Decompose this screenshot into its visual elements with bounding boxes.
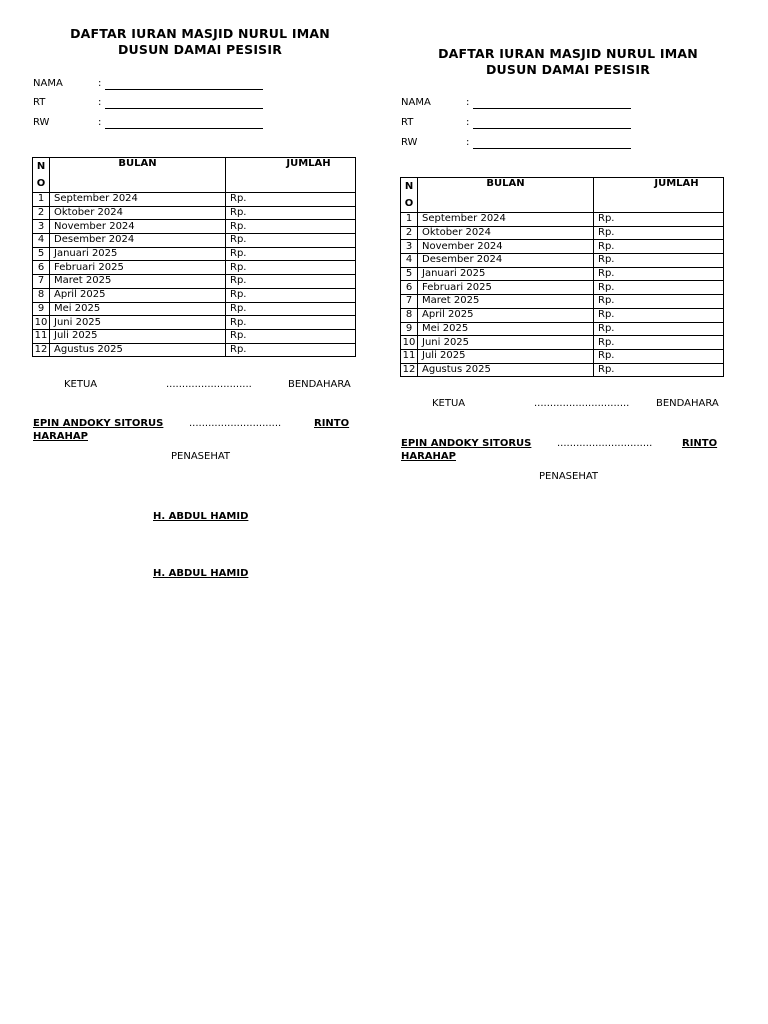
row-no: 1: [33, 193, 50, 207]
row-no: 4: [401, 254, 418, 268]
row-jumlah: Rp.: [594, 281, 724, 295]
row-jumlah: Rp.: [594, 295, 724, 309]
row-jumlah: Rp.: [226, 302, 356, 316]
row-bulan: Januari 2025: [50, 247, 226, 261]
ketua-name: EPIN ANDOKY SITORUS: [401, 438, 532, 449]
row-jumlah: Rp.: [226, 288, 356, 302]
rw-fill-line[interactable]: [105, 128, 263, 129]
row-bulan: Januari 2025: [418, 267, 594, 281]
rw-colon: :: [98, 117, 102, 128]
row-jumlah: Rp.: [594, 267, 724, 281]
rw-label: RW: [401, 137, 418, 148]
row-no: 3: [33, 220, 50, 234]
table-row: [401, 267, 724, 281]
title-line-1: DAFTAR IURAN MASJID NURUL IMAN: [438, 46, 698, 61]
row-jumlah: Rp.: [226, 234, 356, 248]
ketua-label: KETUA: [64, 379, 98, 390]
nama-label: NAMA: [401, 97, 431, 108]
nama-colon: :: [466, 97, 470, 108]
row-no: 3: [401, 240, 418, 254]
row-bulan: Mei 2025: [418, 322, 594, 336]
row-jumlah: Rp.: [226, 206, 356, 220]
row-jumlah: Rp.: [594, 336, 724, 350]
table-row: [401, 295, 724, 309]
penasehat-label: PENASEHAT: [171, 451, 231, 462]
ketua-name: EPIN ANDOKY SITORUS: [33, 418, 164, 429]
row-jumlah: Rp.: [226, 329, 356, 343]
row-no: 9: [401, 322, 418, 336]
row-no: 9: [33, 302, 50, 316]
row-bulan: Mei 2025: [50, 302, 226, 316]
rt-fill-line[interactable]: [105, 108, 263, 109]
table-row: [33, 329, 356, 343]
table-row: [33, 234, 356, 248]
table-row: [33, 275, 356, 289]
nama-fill-line[interactable]: [105, 89, 263, 90]
header-no: N O: [401, 178, 418, 213]
table-row: [401, 363, 724, 377]
row-jumlah: Rp.: [226, 247, 356, 261]
row-jumlah: Rp.: [594, 308, 724, 322]
row-no: 10: [33, 316, 50, 330]
iuran-table: [400, 177, 724, 377]
row-bulan: Maret 2025: [50, 275, 226, 289]
table-row: [33, 302, 356, 316]
signature-dots-top: ...........................: [166, 379, 252, 390]
row-no: 12: [33, 343, 50, 357]
table-row: [33, 288, 356, 302]
bendahara-name-part-1: RINTO: [682, 438, 718, 449]
row-jumlah: Rp.: [226, 343, 356, 357]
row-jumlah: Rp.: [226, 316, 356, 330]
row-bulan: Oktober 2024: [50, 206, 226, 220]
row-bulan: Agustus 2025: [50, 343, 226, 357]
row-bulan: Oktober 2024: [418, 226, 594, 240]
row-no: 4: [33, 234, 50, 248]
row-jumlah: Rp.: [594, 322, 724, 336]
table-header-row: [401, 178, 724, 213]
row-jumlah: Rp.: [226, 261, 356, 275]
bendahara-label: BENDAHARA: [656, 398, 719, 409]
table-row: [33, 206, 356, 220]
row-bulan: April 2025: [418, 308, 594, 322]
row-jumlah: Rp.: [594, 226, 724, 240]
row-bulan: September 2024: [50, 193, 226, 207]
rt-colon: :: [466, 117, 470, 128]
header-bulan: BULAN: [418, 178, 594, 213]
header-jumlah: JUMLAH: [226, 158, 356, 193]
row-bulan: November 2024: [418, 240, 594, 254]
bendahara-label: BENDAHARA: [288, 379, 351, 390]
row-no: 11: [401, 349, 418, 363]
table-header-row: [33, 158, 356, 193]
bendahara-name-part-2: HARAHAP: [401, 451, 456, 462]
ketua-label: KETUA: [432, 398, 466, 409]
row-bulan: November 2024: [50, 220, 226, 234]
table-row: [401, 281, 724, 295]
row-no: 7: [33, 275, 50, 289]
table-row: [401, 308, 724, 322]
row-no: 2: [401, 226, 418, 240]
form-title: [401, 46, 735, 78]
row-no: 6: [33, 261, 50, 275]
table-row: [401, 349, 724, 363]
penasehat-label: PENASEHAT: [539, 471, 599, 482]
row-jumlah: Rp.: [594, 240, 724, 254]
row-jumlah: Rp.: [226, 193, 356, 207]
bendahara-name-part-2: HARAHAP: [33, 431, 88, 442]
row-jumlah: Rp.: [594, 363, 724, 377]
rw-fill-line[interactable]: [473, 148, 631, 149]
penasehat-name: H. ABDUL HAMID: [153, 511, 249, 522]
table-row: [33, 247, 356, 261]
title-line-2: DUSUN DAMAI PESISIR: [117, 42, 283, 57]
table-row: [33, 193, 356, 207]
rt-label: RT: [33, 97, 46, 108]
table-row: [401, 322, 724, 336]
row-jumlah: Rp.: [594, 349, 724, 363]
table-row: [401, 213, 724, 227]
row-no: 7: [401, 295, 418, 309]
row-bulan: Agustus 2025: [418, 363, 594, 377]
table-row: [401, 336, 724, 350]
nama-colon: :: [98, 78, 102, 89]
row-bulan: Desember 2024: [50, 234, 226, 248]
table-row: [33, 343, 356, 357]
row-no: 10: [401, 336, 418, 350]
row-bulan: Desember 2024: [418, 254, 594, 268]
table-row: [401, 240, 724, 254]
row-bulan: September 2024: [418, 213, 594, 227]
penasehat-name-repeat: H. ABDUL HAMID: [153, 568, 249, 579]
table-row: [33, 316, 356, 330]
row-bulan: Juni 2025: [418, 336, 594, 350]
row-no: 11: [33, 329, 50, 343]
table-row: [33, 261, 356, 275]
rt-colon: :: [98, 97, 102, 108]
row-jumlah: Rp.: [594, 213, 724, 227]
row-jumlah: Rp.: [594, 254, 724, 268]
row-no: 8: [33, 288, 50, 302]
row-bulan: Februari 2025: [418, 281, 594, 295]
table-row: [401, 226, 724, 240]
iuran-table: [32, 157, 356, 357]
row-bulan: Juli 2025: [418, 349, 594, 363]
bendahara-name-part-1: RINTO: [314, 418, 350, 429]
row-no: 6: [401, 281, 418, 295]
row-bulan: Maret 2025: [418, 295, 594, 309]
table-row: [33, 220, 356, 234]
rw-colon: :: [466, 137, 470, 148]
rt-label: RT: [401, 117, 414, 128]
rw-label: RW: [33, 117, 50, 128]
row-no: 5: [33, 247, 50, 261]
header-bulan: BULAN: [50, 158, 226, 193]
row-no: 5: [401, 267, 418, 281]
nama-fill-line[interactable]: [473, 108, 631, 109]
header-jumlah: JUMLAH: [594, 178, 724, 213]
header-no: N O: [33, 158, 50, 193]
rt-fill-line[interactable]: [473, 128, 631, 129]
row-no: 1: [401, 213, 418, 227]
form-title: [33, 26, 367, 58]
row-jumlah: Rp.: [226, 275, 356, 289]
row-bulan: April 2025: [50, 288, 226, 302]
signature-dots-bottom: .............................: [189, 418, 282, 429]
signature-dots-top: ..............................: [534, 398, 630, 409]
row-no: 2: [33, 206, 50, 220]
signature-dots-bottom: ..............................: [557, 438, 653, 449]
row-bulan: Juni 2025: [50, 316, 226, 330]
row-no: 12: [401, 363, 418, 377]
row-bulan: Februari 2025: [50, 261, 226, 275]
title-line-1: DAFTAR IURAN MASJID NURUL IMAN: [70, 26, 330, 41]
title-line-2: DUSUN DAMAI PESISIR: [485, 62, 651, 77]
row-bulan: Juli 2025: [50, 329, 226, 343]
row-no: 8: [401, 308, 418, 322]
table-row: [401, 254, 724, 268]
nama-label: NAMA: [33, 78, 63, 89]
row-jumlah: Rp.: [226, 220, 356, 234]
